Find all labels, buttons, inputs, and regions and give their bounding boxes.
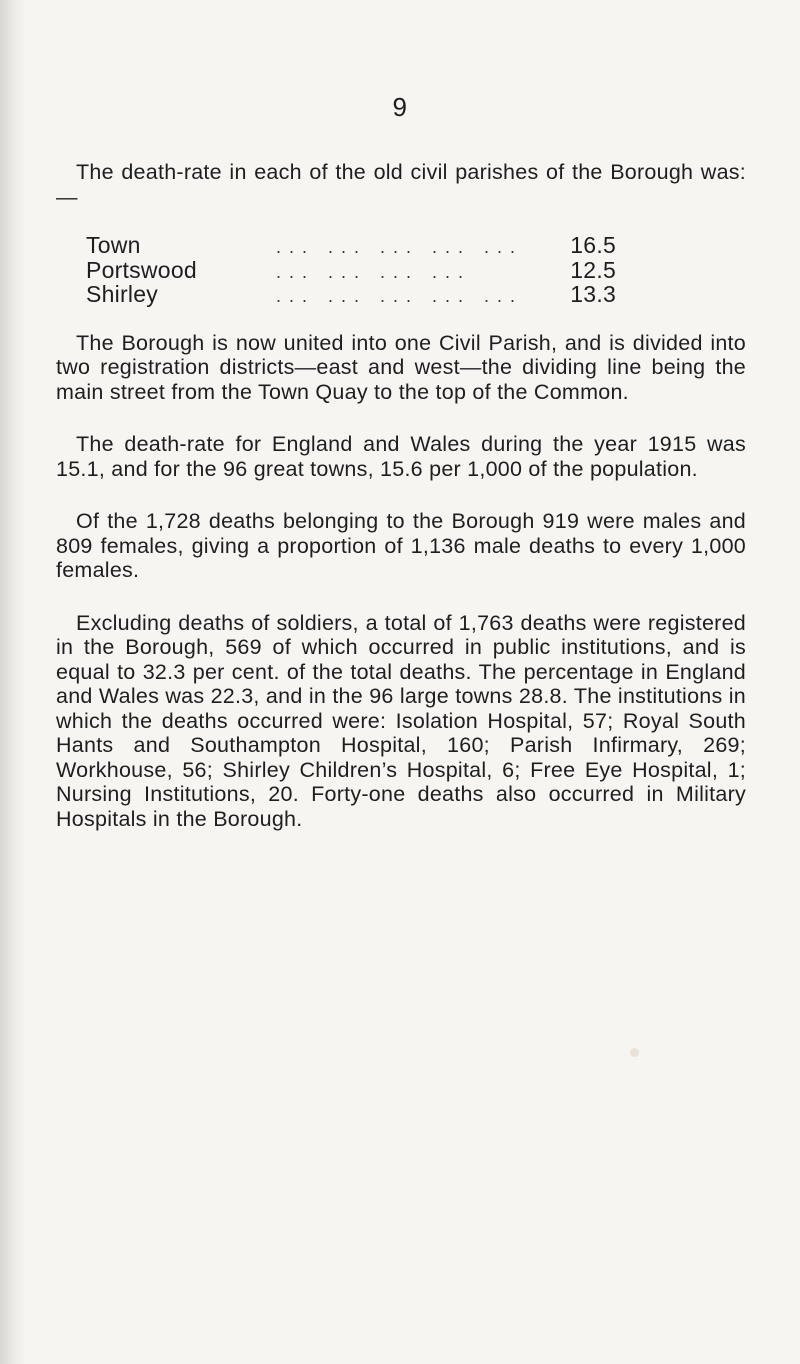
sex-proportion-paragraph: Of the 1,728 deaths belonging to the Borough 919 were males and 809 females, giving a proportion of 1,136 male deaths to every 1,000 females.: [56, 509, 746, 582]
institution-deaths-paragraph: Excluding deaths of soldiers, a total of 1,763 deaths were registered in the Borough, 569 of which occurred in public institutions, and is equal to 32.3 per cent. of the total deaths. The percentage in England and Wales was 22.3, and in the 96 large towns 28.8. The institutions in which the deaths occurred were: Isolation Hospital, 57; Royal South Hants and Southampton Hospital, 160; Parish Infirmary, 269; Workhouse, 56; Shirley Children’s Hospital, 6; Free Eye Hospital, 1; Nursing Institutions, 20. Forty-one deaths also occurred in Military Hospitals in the Borough.: [56, 610, 746, 831]
parish-name: Shirley: [86, 281, 159, 307]
leader-dots: ... ... ... ...: [276, 261, 472, 282]
parish-name: Portswood: [86, 256, 197, 283]
rate-row-portswood: [86, 258, 616, 283]
page-edge-shadow: [0, 0, 26, 1364]
document-body: [56, 160, 746, 831]
rate-value: 16.5: [570, 232, 616, 258]
death-rate-table: [56, 233, 616, 307]
paper-speck: [630, 1048, 639, 1057]
registration-districts-paragraph: The Borough is now united into one Civil Parish, and is divided into two registration districts—east and west—the dividing line being the main street from the Town Quay to the top of the Common.: [56, 330, 746, 404]
rate-row-shirley: [86, 282, 616, 307]
intro-paragraph: The death-rate in each of the old civil parishes of the Borough was:—: [56, 160, 746, 209]
leader-dots: ... ... ... ... ...: [276, 286, 524, 306]
parish-name: Town: [86, 232, 141, 258]
rate-value: 13.3: [570, 281, 616, 307]
national-death-rate-paragraph: The death-rate for England and Wales during the year 1915 was 15.1, and for the 96 great towns, 15.6 per 1,000 of the population.: [56, 432, 746, 481]
page-number: 9: [392, 92, 408, 122]
rate-row-town: [86, 233, 616, 258]
rate-value: 12.5: [570, 256, 616, 283]
leader-dots: ... ... ... ... ...: [276, 237, 524, 257]
